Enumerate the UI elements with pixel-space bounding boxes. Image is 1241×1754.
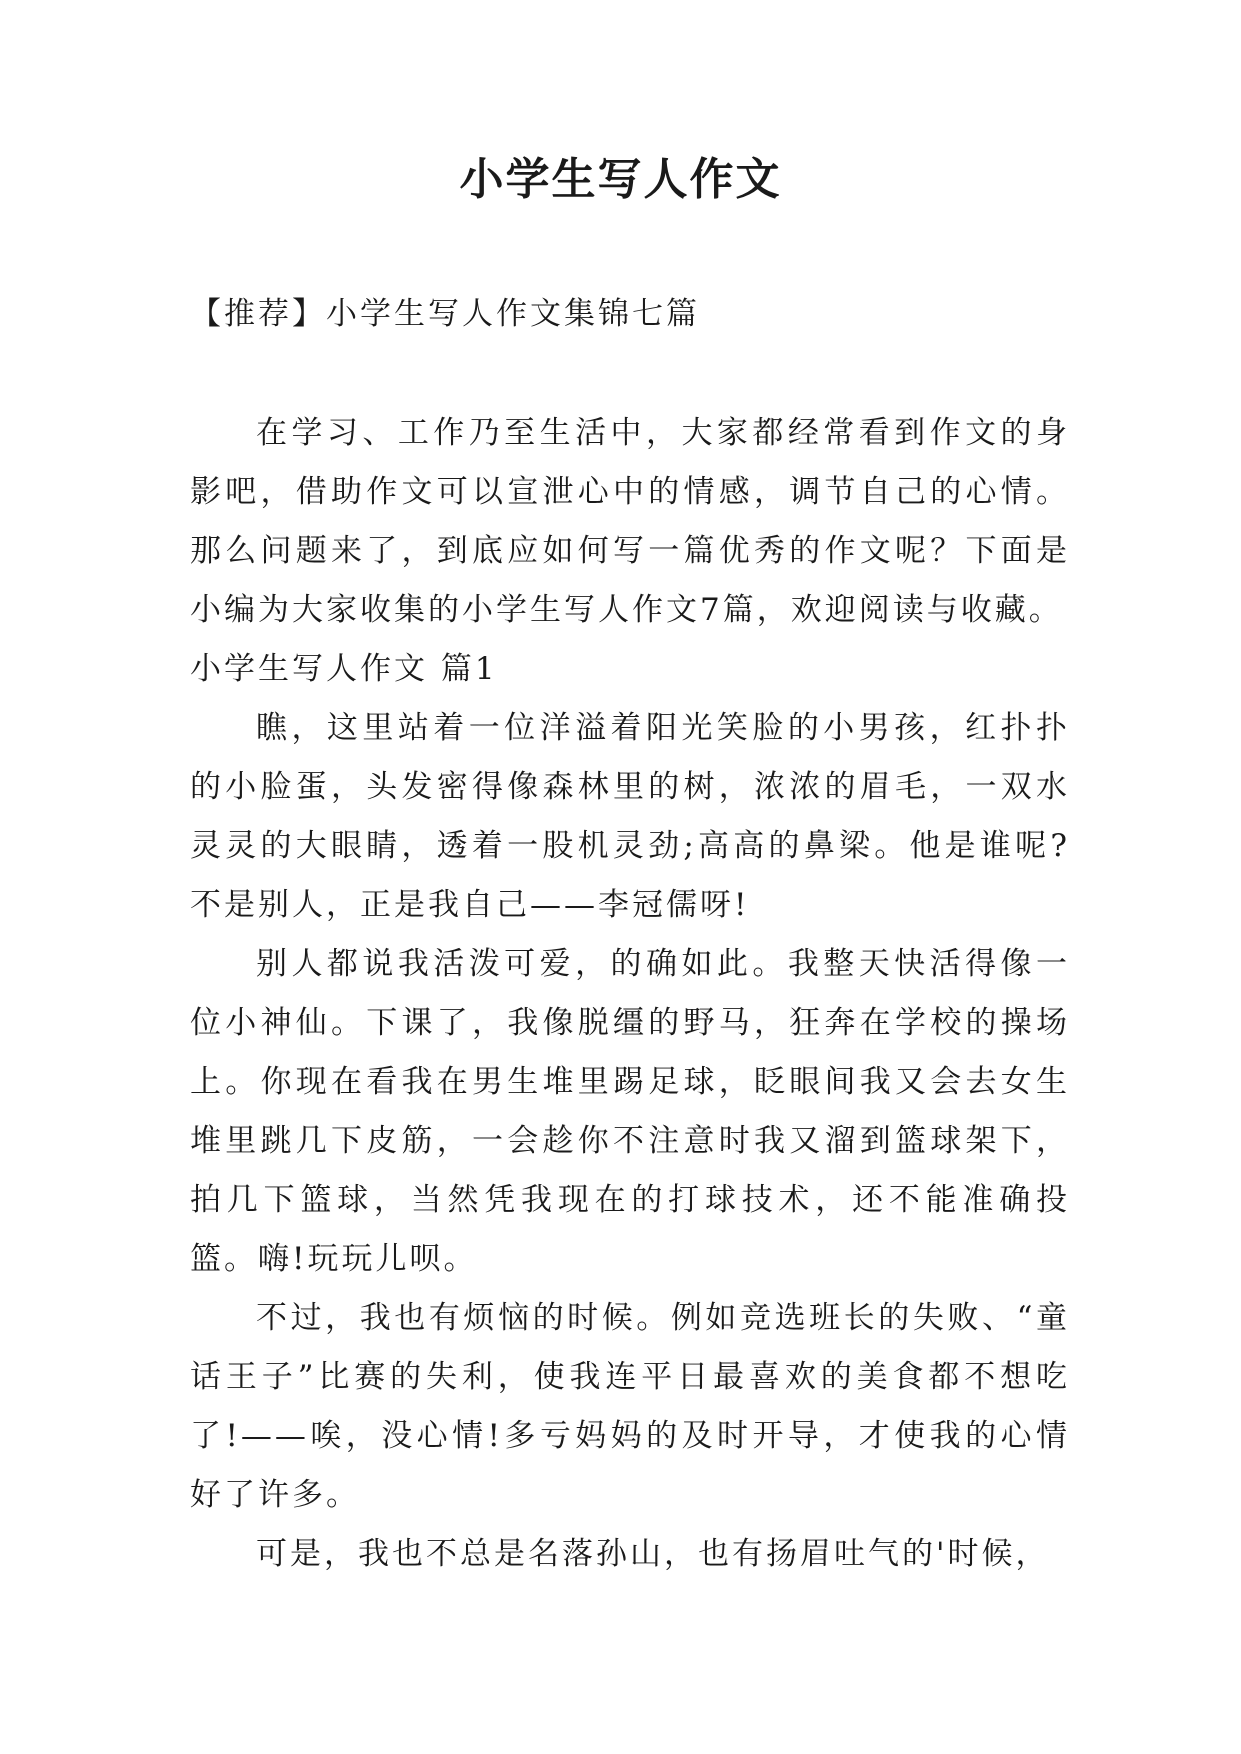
intro-paragraph: 在学习、工作乃至生活中，大家都经常看到作文的身影吧，借助作文可以宣泄心中的情感，调节自己的心情。那么问题来了，到底应如何写一篇优秀的作文呢？下面是小编为大家收集的小学生写人作文7篇，欢迎阅读与收藏。: [190, 415, 1070, 628]
body-paragraph-4: 可是，我也不总是名落孙山，也有扬眉吐气的'时候，: [256, 1536, 1050, 1572]
body-paragraph-3: 不过，我也有烦恼的时候。例如竞选班长的失败、“童话王子”比赛的失利，使我连平日最喜欢的美食都不想吃了!——唉，没心情!多亏妈妈的及时开导，才使我的心情好了许多。: [190, 1300, 1070, 1513]
document-body: [190, 404, 1070, 1584]
body-paragraph-1: 瞧，这里站着一位洋溢着阳光笑脸的小男孩，红扑扑的小脸蛋，头发密得像森林里的树，浓浓的眉毛，一双水灵灵的大眼睛，透着一股机灵劲;高高的鼻梁。他是谁呢?不是别人，正是我自己——李冠儒呀!: [190, 710, 1070, 923]
document-subtitle: 【推荐】小学生写人作文集锦七篇: [190, 296, 700, 332]
body-paragraph-2: 别人都说我活泼可爱，的确如此。我整天快活得像一位小神仙。下课了，我像脱缰的野马，狂奔在学校的操场上。你现在看我在男生堆里踢足球，眨眼间我又会去女生堆里跳几下皮筋，一会趁你不注意时我又溜到篮球架下，拍几下篮球，当然凭我现在的打球技术，还不能准确投篮。嗨!玩玩儿呗。: [190, 946, 1070, 1277]
document-title: 小学生写人作文: [459, 154, 782, 205]
section-heading: 小学生写人作文 篇1: [190, 651, 498, 687]
